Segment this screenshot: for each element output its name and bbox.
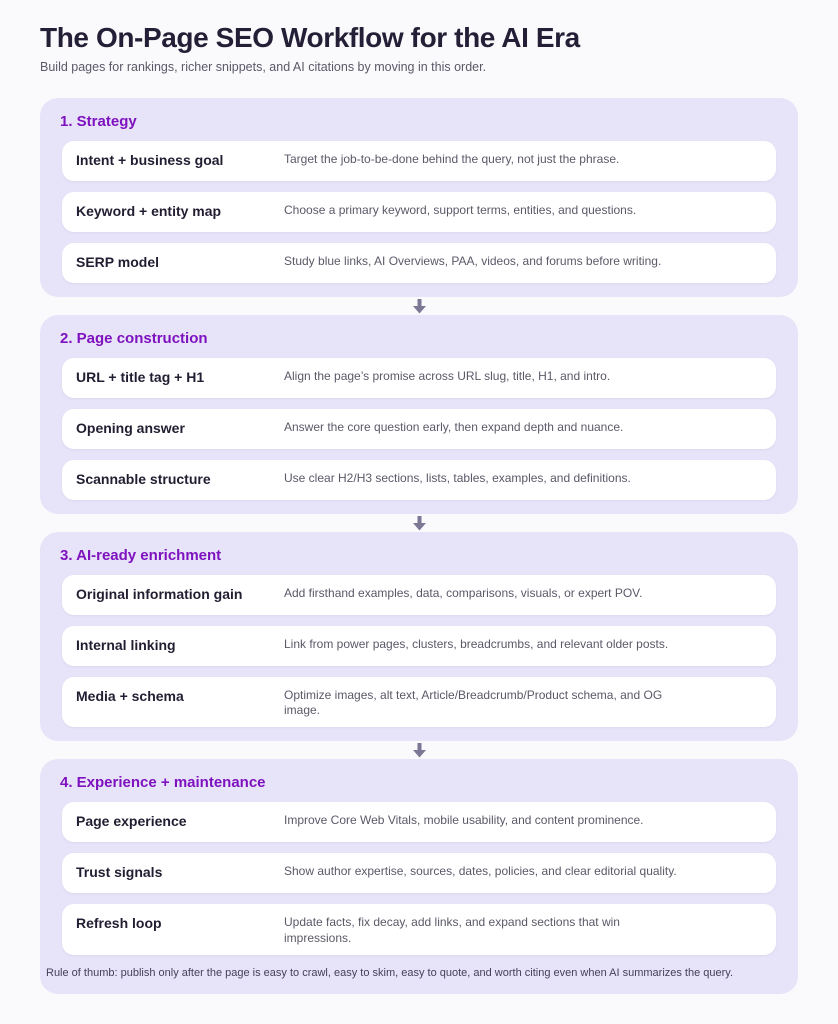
row-description: Add firsthand examples, data, comparisons, visuals, or expert POV. — [284, 586, 643, 600]
section-experience-maintenance — [40, 759, 798, 994]
workflow-row — [62, 904, 776, 954]
rule-of-thumb-note: Rule of thumb: publish only after the page is easy to crawl, easy to skim, easy to quote, and worth citing even when AI summarizes the query. — [46, 966, 734, 979]
workflow-flow — [40, 98, 798, 994]
row-description: Answer the core question early, then expand depth and nuance. — [284, 420, 624, 434]
workflow-row — [62, 409, 776, 449]
section-heading: 2. Page construction — [60, 330, 208, 347]
row-label: Original information gain — [76, 586, 243, 602]
row-description: Use clear H2/H3 sections, lists, tables, examples, and definitions. — [284, 471, 631, 485]
section-heading: 1. Strategy — [60, 113, 137, 130]
workflow-row — [62, 141, 776, 181]
section-ai-ready-enrichment — [40, 532, 798, 741]
section-page-construction — [40, 315, 798, 514]
workflow-row — [62, 853, 776, 893]
row-label: Media + schema — [76, 688, 184, 704]
row-label: Opening answer — [76, 420, 185, 436]
row-description: Target the job-to-be-done behind the query, not just the phrase. — [284, 152, 620, 166]
row-label: Scannable structure — [76, 471, 211, 487]
row-label: Intent + business goal — [76, 152, 224, 168]
row-description: Study blue links, AI Overviews, PAA, videos, and forums before writing. — [284, 254, 662, 268]
row-description: Show author expertise, sources, dates, policies, and clear editorial quality. — [284, 864, 677, 879]
workflow-row — [62, 460, 776, 500]
row-label: Internal linking — [76, 637, 176, 653]
workflow-row — [62, 677, 776, 727]
row-description: Optimize images, alt text, Article/Breadcrumb/Product schema, and OG image. — [284, 688, 663, 718]
flow-connector — [40, 741, 798, 759]
page-subtitle: Build pages for rankings, richer snippets, and AI citations by moving in this order. — [40, 60, 487, 74]
flow-connector — [40, 297, 798, 315]
row-label: Trust signals — [76, 864, 163, 881]
down-arrow-icon — [412, 743, 427, 758]
section-strategy — [40, 98, 798, 297]
row-description: Choose a primary keyword, support terms, entities, and questions. — [284, 203, 637, 217]
page-title: The On-Page SEO Workflow for the AI Era — [40, 22, 580, 53]
section-heading: 4. Experience + maintenance — [60, 774, 266, 792]
workflow-row — [62, 802, 776, 842]
workflow-row — [62, 575, 776, 615]
row-label: URL + title tag + H1 — [76, 369, 205, 385]
down-arrow-icon — [412, 516, 427, 531]
row-description: Update facts, fix decay, add links, and expand sections that win impressions. — [284, 915, 620, 945]
row-label: Keyword + entity map — [76, 203, 222, 219]
row-label: Refresh loop — [76, 915, 162, 932]
down-arrow-icon — [412, 299, 427, 314]
workflow-row — [62, 243, 776, 283]
row-description: Align the page’s promise across URL slug, title, H1, and intro. — [284, 369, 611, 383]
section-heading: 3. AI-ready enrichment — [60, 547, 222, 564]
row-label: SERP model — [76, 254, 159, 270]
workflow-row — [62, 358, 776, 398]
row-description: Link from power pages, clusters, breadcrumbs, and relevant older posts. — [284, 637, 669, 651]
workflow-row — [62, 626, 776, 666]
row-description: Improve Core Web Vitals, mobile usability, and content prominence. — [284, 813, 644, 828]
flow-connector — [40, 514, 798, 532]
row-label: Page experience — [76, 813, 187, 830]
workflow-row — [62, 192, 776, 232]
